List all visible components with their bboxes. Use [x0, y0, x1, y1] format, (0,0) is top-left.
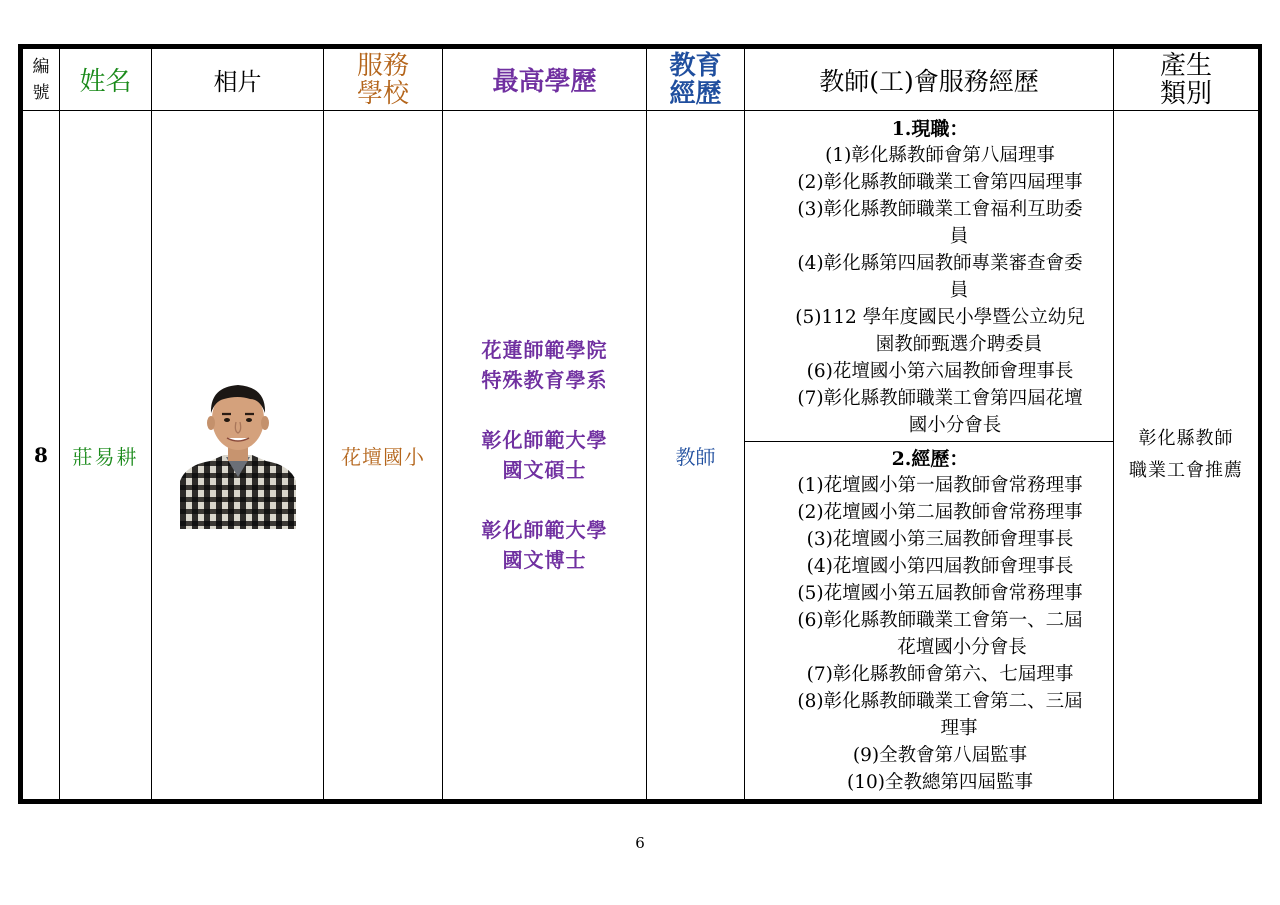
- candidate-education: [443, 111, 647, 800]
- current-positions: [745, 112, 1113, 441]
- header-education: 最高學歷: [443, 49, 647, 111]
- union-experience: [745, 111, 1114, 800]
- education-line: 國文博士: [502, 548, 587, 572]
- past-positions: [745, 441, 1113, 798]
- photo-cell: [152, 111, 324, 800]
- candidate-row: [23, 111, 1259, 800]
- list-item: (5)112 學年度國民小學暨公立幼兒 園教師甄選介聘委員: [795, 307, 1085, 355]
- list-item: (4)花壇國小第四屆教師會理事長: [806, 556, 1074, 577]
- past-title: 2.經歷：: [891, 448, 969, 470]
- list-item: (7)彰化縣教師會第六、七屆理事: [806, 664, 1074, 685]
- list-item: (1)花壇國小第一屆教師會常務理事: [797, 475, 1083, 496]
- page-number: 6: [635, 834, 645, 852]
- list-item: (9)全教會第八屆監事: [852, 745, 1028, 766]
- education-line: 彰化師範大學: [481, 518, 608, 542]
- list-item: (3)彰化縣教師職業工會福利互助委 員: [797, 199, 1083, 247]
- header-row: [23, 49, 1259, 111]
- candidate-school: 花壇國小: [324, 111, 443, 800]
- list-item: (2)彰化縣教師職業工會第四屆理事: [797, 172, 1083, 193]
- list-item: (7)彰化縣教師職業工會第四屆花壇 國小分會長: [797, 388, 1083, 436]
- list-item: (6)彰化縣教師職業工會第一、二屆 花壇國小分會長: [797, 610, 1083, 658]
- candidate-teaching: 教師: [647, 111, 745, 800]
- list-item: (8)彰化縣教師職業工會第二、三屆 理事: [797, 691, 1083, 739]
- header-category: 產生類別: [1114, 49, 1259, 111]
- current-title: 1.現職：: [891, 118, 969, 140]
- list-item: (4)彰化縣第四屆教師專業審查會委 員: [797, 253, 1083, 301]
- list-item: (3)花壇國小第三屆教師會理事長: [806, 529, 1074, 550]
- list-item: (2)花壇國小第二屆教師會常務理事: [797, 502, 1083, 523]
- education-line: 國文碩士: [502, 458, 587, 482]
- candidate-name: 莊易耕: [60, 111, 152, 800]
- candidate-number: 8: [23, 111, 60, 800]
- header-name: 姓名: [60, 49, 152, 111]
- header-number: 編號: [23, 49, 60, 111]
- education-line: 特殊教育學系: [481, 368, 608, 392]
- list-item: (6)花壇國小第六屆教師會理事長: [806, 361, 1074, 382]
- header-photo: 相片: [152, 49, 324, 111]
- list-item: (5)花壇國小第五屆教師會常務理事: [797, 583, 1083, 604]
- category-line: 職業工會推薦: [1129, 460, 1243, 481]
- candidate-category: [1114, 111, 1259, 800]
- candidate-table: [22, 48, 1259, 800]
- education-line: 彰化師範大學: [481, 428, 608, 452]
- header-school: 服務學校: [324, 49, 443, 111]
- header-teaching: 教育經歷: [647, 49, 745, 111]
- education-line: 花蓮師範學院: [481, 338, 608, 362]
- category-line: 彰化縣教師: [1138, 428, 1234, 449]
- header-union: 教師(工)會服務經歷: [745, 49, 1114, 111]
- list-item: (1)彰化縣教師會第八屆理事: [825, 145, 1055, 166]
- list-item: (10)全教總第四屆監事: [847, 772, 1033, 793]
- candidate-portrait: [180, 377, 296, 529]
